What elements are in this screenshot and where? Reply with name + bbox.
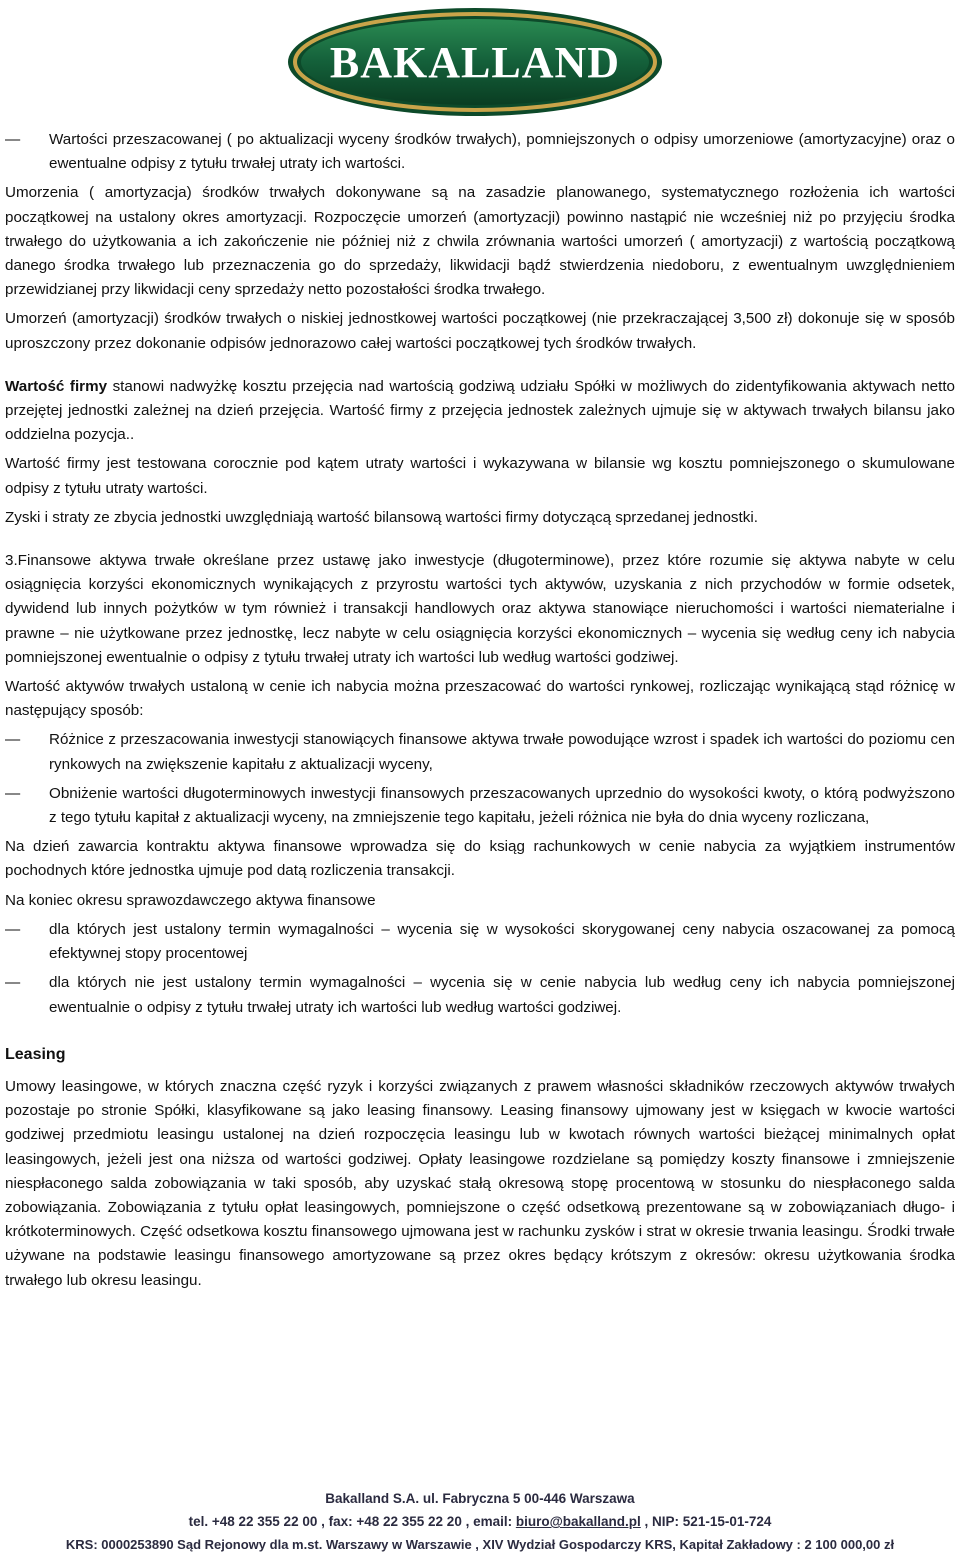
paragraph-goodwill-testing: Wartość firmy jest testowana corocznie pod kątem utraty wartości i wykazywana w bilansie wg kosztu pomniejszonego o skumulowane odpisy z tytułu utraty wartości. <box>5 455 955 497</box>
paragraph-amortization: Umorzenia ( amortyzacja) środków trwałych dokonywane są na zasadzie planowanego, systematycznego rozłożenia ich wartości początkowej na ustalony okres amortyzacji. Rozpoczęcie umorzeń (amortyzacji) powinno nastąpić nie wcześniej niż po przyjęciu środka trwałego do użytkowania a ich zakończenie nie później niż z chwila zrównania wartości umorzeń ( amortyzacji) z wartością początkową danego środka trwałego lub przeznaczenia go do sprzedaży, likwidacji bądź stwierdzenia niedoboru, z ewentualnym uwzględnieniem przewidzianej przy likwidacji ceny sprzedaży netto pozostałości środka trwałego. <box>5 184 955 299</box>
paragraph-period-end: Na koniec okresu sprawozdawczego aktywa finansowe <box>5 891 376 909</box>
paragraph-goodwill <box>5 375 955 448</box>
paragraph-revaluation: Wartość aktywów trwałych ustaloną w cenie ich nabycia można przeszacować do wartości rynkowej, rozliczając wynikającą stąd różnicę w następujący sposób: <box>5 678 955 720</box>
bullet-dash: — <box>5 731 21 749</box>
bullet-dash: — <box>5 920 21 938</box>
goodwill-term: Wartość firmy <box>5 377 108 395</box>
list-item <box>5 728 955 776</box>
paragraph-financial-assets: 3.Finansowe aktywa trwałe określane przez ustawę jako inwestycje (długoterminowe), przez które rozumie się aktywa nabyte w celu osiągnięcia korzyści ekonomicznych wynikających z przyrostu wartości tych aktywów, uzyskania z nich przychodów w formie odsetek, dywidend lub innych pożytków w tym również i transakcji handlowych oraz aktywa stanowiące nieruchomości i wartości niematerialne i prawne – nie użytkowane przez jednostkę, lecz nabyte w celu osiągnięcia korzyści ekonomicznych – wycenia się według ceny ich nabycia pomniejszonej ewentualnie o odpisy z tytułu trwałej utraty ich wartości lub według wartości godziwej. <box>5 552 955 666</box>
bakalland-logo <box>286 6 664 118</box>
footer-phone-fax: tel. +48 22 355 22 00 , fax: +48 22 355 22 20 , email: <box>188 1514 516 1529</box>
bullet-dash: — <box>5 974 21 992</box>
paragraph-contract-date: Na dzień zawarcia kontraktu aktywa finansowe wprowadza się do ksiąg rachunkowych w cenie nabycia za wyjątkiem instrumentów pochodnych które jednostka ujmuje pod datą rozliczenia transakcji. <box>5 838 955 880</box>
paragraph-disposal-gains: Zyski i straty ze zbycia jednostki uwzględniają wartość bilansową wartości firmy dotyczącą sprzedanej jednostki. <box>5 508 758 526</box>
bullet-dash: — <box>5 784 21 802</box>
list-item-text: dla których nie jest ustalony termin wymagalności – wycenia się w cenie nabycia lub według ceny ich nabycia pomniejszonej ewentualnie o odpisy z tytułu trwałej utraty ich wartości lub według wartości godziwej. <box>49 974 955 1016</box>
footer-nip: , NIP: 521-15-01-724 <box>640 1514 772 1529</box>
document-body <box>5 128 955 1298</box>
page-footer <box>0 1487 960 1556</box>
bullet-dash: — <box>5 131 21 148</box>
paragraph-leasing: Umowy leasingowe, w których znaczna część ryzyk i korzyści związanych z prawem własności składników rzeczowych aktywów trwałych pozostaje po stronie Spółki, klasyfikowane są jako leasing finansowy. Leasing finansowy ujmowany jest w księgach w kwocie wartości godziwej przedmiotu leasingu ustalonej na dzień rozpoczęcia leasingu lub w kwotach równych wartości bieżącej minimalnych opłat leasingowych, jeżeli jest ona niższa od wartości godziwej. Opłaty leasingowe rozdzielane są pomiędzy koszty finansowe i zmniejszenie niespłaconego salda zobowiązania w taki sposób, aby uzyskać stałą okresową stopę procentową w stosunku do niespłaconego salda zobowiązania. Zobowiązania z tytułu opłat leasingowych, pomniejszone o część odsetkową prezentowane są w zobowiązaniach długo- i krótkoterminowych. Część odsetkowa kosztu finansowego ujmowana jest w rachunku zysków i strat w okresie trwania leasingu. Środki trwałe używane na podstawie leasingu finansowego amortyzowane są przez okres będący krótszym z okresów: okresu użytkowania środka trwałego lub okresu leasingu. <box>5 1077 955 1289</box>
list-item-text: Wartości przeszacowanej ( po aktualizacji wyceny środków trwałych), pomniejszonych o odpisy umorzeniowe (amortyzacyjne) oraz o ewentualne odpisy z tytułu trwałej utraty ich wartości. <box>49 131 955 173</box>
list-item-text: Obniżenie wartości długoterminowych inwestycji finansowych przeszacowanych uprzednio do wysokości kwoty, o którą podwyższono z tego tytułu kapitał z aktualizacji wyceny, na zmniejszenie tego kapitału, jeżeli różnica nie była do dnia wyceny rozliczana, <box>49 784 955 827</box>
paragraph-low-value-assets: Umorzeń (amortyzacji) środków trwałych o niskiej jednostkowej wartości początkowej (nie przekraczającej 3,500 zł) dokonuje się w sposób uproszczony przez dokonanie odpisów jednorazowo całej wartości początkowej tych środków trwałych. <box>5 310 955 352</box>
logo-emblem <box>286 6 664 118</box>
footer-registry: KRS: 0000253890 Sąd Rejonowy dla m.st. Warszawy w Warszawie , XIV Wydział Gospodarczy KRS, Kapitał Zakładowy : 2 100 000,00 zł <box>65 1537 895 1552</box>
list-item <box>5 971 955 1019</box>
list-item <box>5 918 955 966</box>
logo-text: BAKALLAND <box>329 38 621 87</box>
list-item <box>5 782 955 830</box>
section-heading-leasing: Leasing <box>5 1045 66 1063</box>
footer-email-link[interactable]: biuro@bakalland.pl <box>515 1514 641 1529</box>
goodwill-definition: stanowi nadwyżkę kosztu przejęcia nad wartością godziwą udziału Spółki w możliwych do zidentyfikowania aktywach netto przejętej jednostki zależnej na dzień przejęcia. Wartość firmy z przejęcia jednostek zależnych ujmuje się w aktywach trwałych bilansu jako oddzielna pozycja.. <box>5 377 955 444</box>
footer-address: Bakalland S.A. ul. Fabryczna 5 00-446 Warszawa <box>325 1491 635 1506</box>
list-item-text: dla których jest ustalony termin wymagalności – wycenia się w wysokości skorygowanej ceny nabycia oszacowanej za pomocą efektywnej stopy procentowej <box>49 920 955 963</box>
list-item <box>5 128 955 176</box>
list-item-text: Różnice z przeszacowania inwestycji stanowiących finansowe aktywa trwałe powodujące wzrost i spadek ich wartości do poziomu cen rynkowych na zwiększenie kapitału z aktualizacji wyceny, <box>49 731 955 773</box>
footer-contact <box>0 1510 960 1533</box>
